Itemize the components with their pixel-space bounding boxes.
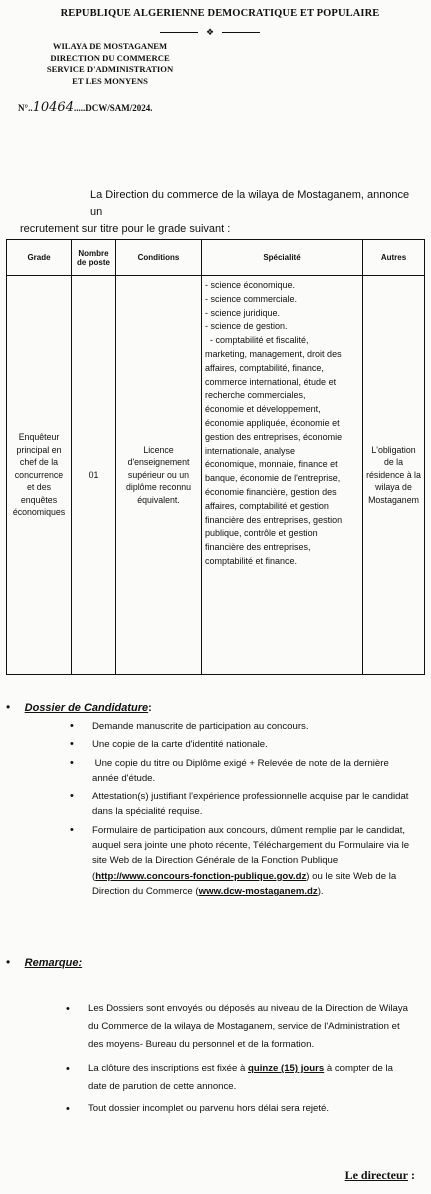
table-header-row [7,240,425,276]
cell-grade: Enquêteur principal en chef de la concurrence et des enquêtes économiques [7,276,72,675]
list-item-text: Tout dossier incomplet ou parvenu hors délai sera rejeté. [88,1103,330,1114]
intro-line-2: recrutement sur titre pour le grade suivant : [20,223,231,235]
spec-line: marketing, management, droit des [205,348,342,359]
ref-suffix: .....DCW/SAM/2024. [73,103,153,113]
list-item-text: à compter de la date de parution de cette annonce. [88,1063,394,1092]
dcw-mostaganem-link[interactable]: www.dcw-mostaganem.dz [198,885,318,897]
spec-line: financière des entreprises, gestion [205,514,343,525]
spec-line: comptabilité et finance. [205,555,298,566]
spec-line: banque, économie de l'entreprise, [205,473,341,484]
list-item [66,1100,414,1118]
admin-line-service: SERVICE D'ADMINISTRATION [46,64,174,74]
list-item-text: ). [317,885,324,897]
cell-nombre: 01 [72,276,116,675]
spec-line: économie et développement, [205,404,321,415]
spec-line: affaires, comptabilité, finance, [205,362,324,373]
list-item-text: Demande manuscrite de participation au concours. [92,721,309,732]
list-item-text: Une copie de la carte d'identité nationale. [92,739,268,751]
table-row [7,276,425,675]
header-grade: Grade [7,240,72,276]
header-nombre: Nombre de poste [72,240,116,276]
fonction-publique-link[interactable]: http://www.concours-fonction-publique.gov.dz [95,870,307,882]
spec-line: - science commerciale. [205,293,298,304]
recruitment-table [6,239,425,675]
spec-line: - science juridique. [205,307,281,318]
spec-line: économie appliquée, économie et [205,417,340,428]
intro-line-1: La Direction du commerce de la wilaya de Mostaganem, annonce un [90,189,410,218]
list-item [70,789,414,820]
reference-number [18,100,152,115]
header-ornament [160,24,260,40]
bullet-icon: • [70,823,74,836]
spec-line: affaires, comptabilité et gestion [205,500,329,511]
list-item-text: Une copie du titre ou Diplôme exigé + Relevée de note de la dernière année d'étude. [92,757,392,784]
list-item [70,737,414,752]
list-item [66,1060,414,1096]
header-conditions: Conditions [116,240,202,276]
admin-line-moyens: ET LES MONYENS [72,75,148,86]
list-item [70,756,414,787]
bullet-icon: • [70,738,74,751]
ref-prefix: N°.. [18,103,33,113]
spec-line: gestion des entreprises, économie [205,431,343,442]
dossier-heading [6,698,152,716]
cell-conditions: Licence d'enseignement supérieur ou un diplôme reconnu équivalent. [116,276,202,675]
list-item-text: Les Dossiers sont envoyés ou déposés au niveau de la Direction de Wilaya du Commerce de la wilaya de Mostaganem, service de l'Administration et des moyens- Bureau du personnel et de la formation. [88,1003,408,1050]
admin-line-direction: DIRECTION DU COMMERCE [50,52,170,63]
list-item-text: Attestation(s) justifiant l'expérience professionnelle acquise par le candidat dans la spécialité requise. [92,791,409,818]
spec-line: - science de gestion. [205,321,288,332]
bullet-icon: • [6,955,11,969]
bullet-icon: • [66,1063,70,1075]
spec-line: publique, contrôle et gestion [205,528,318,539]
deadline-text: quinze (15) jours [247,1063,325,1074]
cell-specialite [202,276,363,675]
ornament-icon: ❖ [205,27,215,37]
header-autres: Autres [363,240,425,276]
admin-line-wilaya: WILAYA DE MOSTAGANEM [52,41,168,51]
spec-line: internationale, analyse [205,445,296,456]
list-item-text: La clôture des inscriptions est fixée à [88,1063,248,1074]
remarque-title: Remarque: [24,957,83,969]
cell-autres: L'obligation de la résidence à la wilaya de Mostaganem [363,276,425,675]
spec-line: commerce international, étude et [205,376,337,387]
signature [345,1168,415,1183]
bullet-icon: • [6,700,11,714]
list-item-text: ) ou le site Web de la Direction du Commerce ( [92,870,397,897]
spec-line: économique, monnaie, finance et [205,459,338,470]
signature-colon: : [408,1168,415,1182]
list-item [70,823,414,899]
spec-line: économie financière, gestion des [205,486,337,497]
list-item-text: Formulaire de participation aux concours, dûment remplie par le candidat, auquel sera jointe une photo récente, Téléchargement du Formulaire via le site Web de la Direction Générale de la Fonction Publique ( [92,824,410,882]
list-item [66,1000,414,1054]
spec-line: recherche commerciales, [205,390,306,401]
spec-line: - comptabilité et fiscalité, [205,335,309,346]
announcement-intro [20,187,420,238]
signature-label: Le directeur [344,1168,408,1182]
dossier-list [70,719,414,899]
bullet-icon: • [70,720,74,732]
dossier-title-colon: : [148,702,152,714]
bullet-icon: • [66,1003,70,1015]
remarque-list [66,1000,414,1118]
bullet-icon: • [66,1103,70,1115]
spec-line: - science économique. [205,280,296,290]
ref-handwritten-number: 10464 [32,100,74,115]
republic-title: REPUBLIQUE ALGERIENNE DEMOCRATIQUE ET POPULAIRE [60,8,380,19]
administration-block [30,41,230,87]
bullet-icon: • [70,790,74,803]
remarque-heading [6,953,82,971]
list-item [70,719,414,734]
bullet-icon: • [70,756,74,769]
spec-line: financière des entreprises, [205,542,311,553]
dossier-title: Dossier de Candidature [24,702,149,714]
header-specialite: Spécialité [202,240,363,276]
